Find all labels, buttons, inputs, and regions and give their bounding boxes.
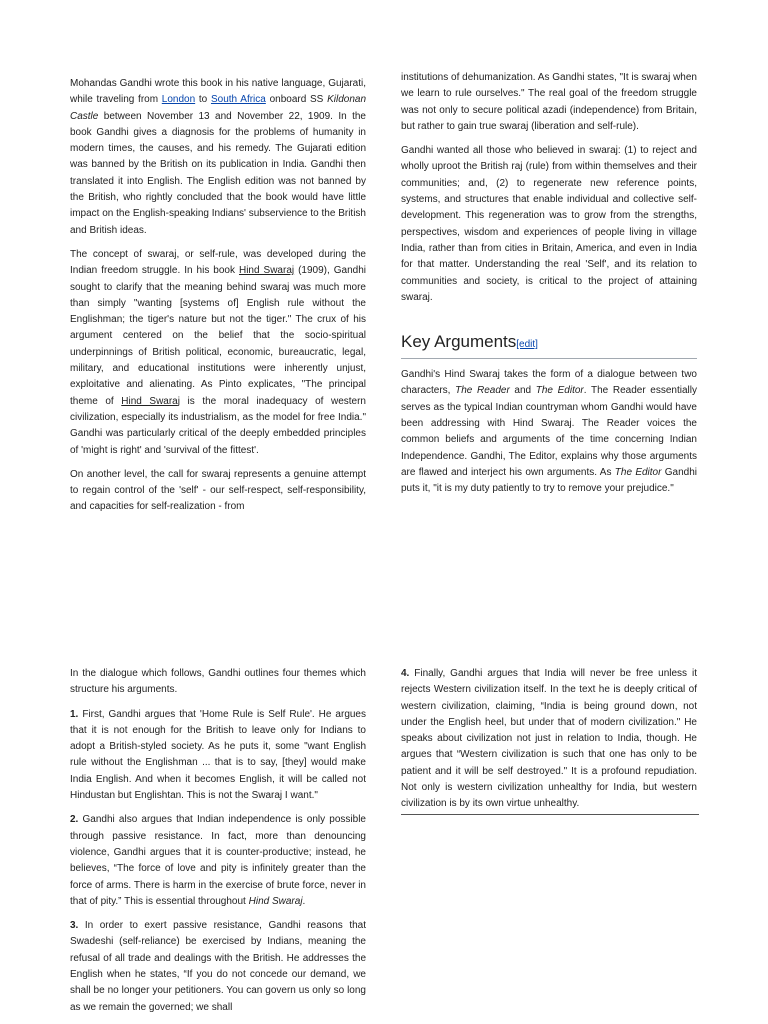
theme-3 xyxy=(70,918,366,1016)
column-bottom-left xyxy=(70,666,366,1024)
theme-2 xyxy=(70,812,366,910)
paragraph-swaraj-concept xyxy=(70,247,366,459)
theme-number: 4. xyxy=(401,668,410,679)
text: onboard SS xyxy=(265,94,328,106)
text: and xyxy=(509,385,536,397)
paragraph-dehumanization: institutions of dehumanization. As Gandhi states, "It is swaraj when we learn to rule ourselves." The real goal of the freedom struggle was not only to secure political azadi (independence) from Britain, but rather to gain true swaraj (liberation and self-rule). xyxy=(401,72,697,132)
text: Gandhi's Hind Swaraj takes the form of a dialogue between two characters, xyxy=(401,369,697,397)
paragraph-origin xyxy=(70,76,366,239)
theme-number: 2. xyxy=(70,814,79,826)
link-south-africa[interactable]: South Africa xyxy=(210,94,266,106)
text: . The Reader essentially serves as the typical Indian countryman whom Gandhi would have been addressing with Hind Swaraj. The Reader voices the common beliefs and arguments of the time concerning Indian Independence. Gandhi, The Editor, explains why those arguments are flawed and interject his own arguments. As xyxy=(401,385,697,478)
text: . xyxy=(302,895,306,907)
theme-1 xyxy=(70,707,366,805)
divider xyxy=(401,814,699,815)
text: to xyxy=(195,94,211,106)
text: is the moral inadequacy of western civilization, especially its industrialism, as the model for free India." Gandhi was particularly critical of the deeply embedded principles of 'might is right' and 'survival of the fittest'. xyxy=(70,395,366,456)
character-editor-2: The Editor xyxy=(614,466,662,478)
theme-4 xyxy=(401,666,697,813)
character-editor: The Editor xyxy=(535,385,584,397)
edit-link[interactable]: [edit] xyxy=(516,339,538,351)
paragraph-dialogue xyxy=(401,367,697,497)
ship-name: Kildonan Castle xyxy=(70,94,366,122)
theme-number: 1. xyxy=(70,708,79,720)
text: (1909), Gandhi sought to clarify that the meaning behind swaraj was much more than simply "wanting [systems of] English rule without the Englishman; the tiger's nature but not the tiger." The crux of his argument centered on the belief that the socio-spiritual underpinnings of British political, economic, bureaucratic, legal, military, and educational institutions were inherently unjust, exploitative and alienating. As Pinto explicates, "The principal theme of xyxy=(70,265,366,407)
section-heading xyxy=(401,332,697,359)
paragraph-another-level: On another level, the call for swaraj represents a genuine attempt to regain control of the 'self' - our self-respect, self-responsibility, and capacities for self-realization - from xyxy=(70,468,366,513)
column-top-left xyxy=(70,76,366,524)
book-title: Hind Swaraj xyxy=(248,895,303,907)
link-hind-swaraj-2[interactable]: Hind Swaraj xyxy=(121,395,180,407)
text: Finally, Gandhi argues that India will never be free unless it rejects Western civilization itself. In the text he is deeply critical of western civilization, claiming, “India is being ground down, not under the English heel, but under that of modern civilization." He speaks about civilization not just in relation to India, though. He argues that “Western civilization is such that one has only to be patient and it will be self destroyed." It is a profound repudiation. Not only is western civilization unhealthy for India, but western civilization is by its own virtue unhealthy. xyxy=(401,668,697,810)
text: Gandhi puts it, "it is my duty patiently to try to remove your prejudice." xyxy=(401,466,698,495)
column-bottom-right xyxy=(401,666,697,815)
text: First, Gandhi argues that 'Home Rule is Self Rule'. He argues that it is not enough for the British to leave only for Indians to adopt a British-styled society. As he puts it, some "want English rule without the Englishman ... that is to say, [they] would make India English. And when it becomes English, it will be called not Hindustan but Englishtan. This is not the Swaraj I want." xyxy=(70,708,366,802)
text: In order to exert passive resistance, Gandhi reasons that Swadeshi (self-reliance) be exercised by Indians, meaning the refusal of all trade and dealings with the British. He addresses the English when he states, “If you do not concede our demand, we shall be no longer your petitioners. You can govern us only so long as we remain the governed; we shall xyxy=(70,920,366,1013)
heading-title: Key Arguments xyxy=(401,332,517,352)
text: between November 13 and November 22, 1909. In the book Gandhi gives a diagnosis for the problems of humanity in modern times, the causes, and his remedy. The Gujarati edition was banned by the British on its publication in India. Gandhi then translated it into English. The English edition was not banned by the British, who rightly concluded that the book would have little impact on the English-speaking Indians' subservience to the British and British ideas. xyxy=(70,110,366,236)
link-hind-swaraj[interactable]: Hind Swaraj xyxy=(238,265,295,277)
theme-number: 3. xyxy=(70,920,79,932)
paragraph-themes-intro: In the dialogue which follows, Gandhi outlines four themes which structure his arguments. xyxy=(70,668,366,696)
text: Mohandas Gandhi wrote this book in his native language, Gujarati, while traveling from xyxy=(70,78,366,106)
paragraph-regenerate: Gandhi wanted all those who believed in swaraj: (1) to reject and wholly uproot the British raj (rule) from within themselves and their communities; and, (2) to regenerate new reference points, systems, and structures that enable individual and collective self-development. This regeneration was to grow from the strengths, perspectives, wisdom and experiences of people living in village India, rather than from cities in Britain, America, and even in India for that matter. Understanding the real 'Self', and its relation to communities and society, is critical to the project of attaining swaraj. xyxy=(401,145,697,303)
link-london[interactable]: London xyxy=(161,94,196,106)
column-top-right xyxy=(401,70,697,506)
text: The concept of swaraj, or self-rule, was developed during the Indian freedom struggle. In his book xyxy=(70,248,366,277)
character-reader: The Reader xyxy=(455,385,510,397)
text: Gandhi also argues that Indian independence is only possible through passive resistance. In fact, more than denouncing violence, Gandhi argues that it is counter-productive; instead, he believes, “The force of love and pity is infinitely greater than the force of arms. There is harm in the exercise of brute force, never in that of pity.” This is essential throughout xyxy=(70,814,366,907)
